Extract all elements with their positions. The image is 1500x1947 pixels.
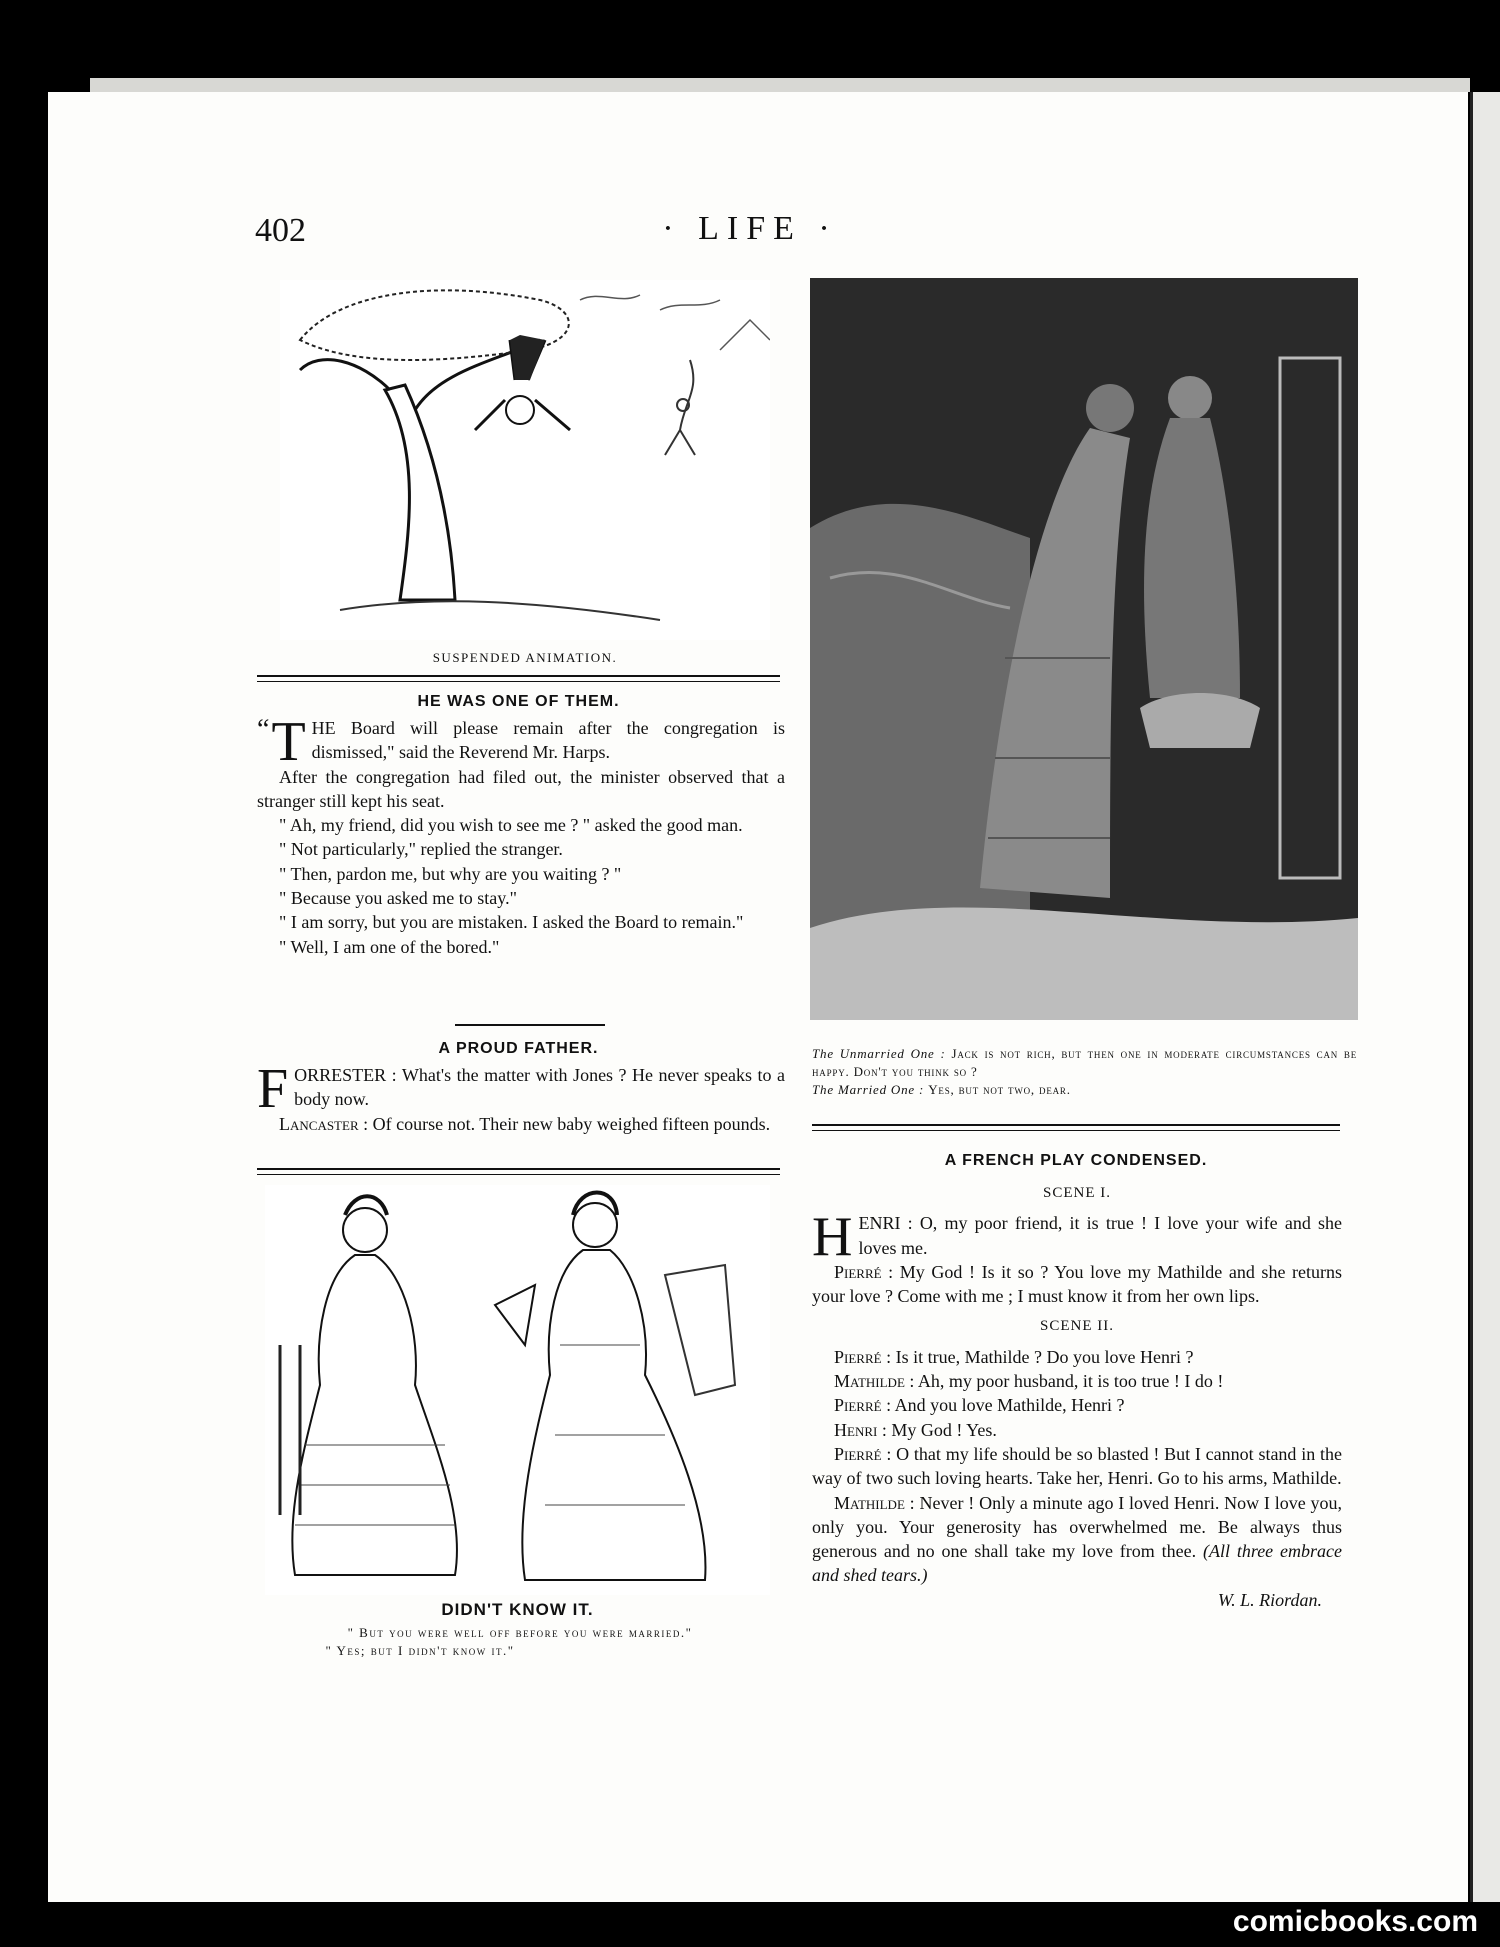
dialogue-line: My God ! Yes.	[891, 1419, 997, 1440]
didnt-know-it-illustration	[265, 1185, 770, 1595]
tree-cartoon-drawing	[280, 280, 770, 640]
page-number: 402	[255, 212, 306, 249]
unmarried-one-illustration	[810, 278, 1358, 1020]
story-1-paragraph: " Well, I am one of the bored."	[279, 936, 500, 957]
illustration-3-speaker-1: The Unmarried One :	[812, 1046, 946, 1061]
dialogue-line: Ah, my poor husband, it is too true ! I do !	[917, 1371, 1224, 1392]
henri-line: O, my poor friend, it is true ! I love your wife and she loves me.	[858, 1213, 1343, 1258]
story-1-paragraph: " I am sorry, but you are mistaken. I asked the Board to remain."	[279, 912, 744, 933]
section-divider	[257, 1168, 780, 1175]
stage-direction: (All three embrace and shed tears.)	[812, 1541, 1342, 1586]
story-3-dropcap: H	[812, 1206, 853, 1269]
dialogue-line: Never ! Only a minute ago I loved Henri. Now I love you, only you. Your generosity has overwhelmed me. Be always thus generous and no one shall take my love from thee.	[812, 1492, 1343, 1562]
author-signature: W. L. Riordan.	[1217, 1589, 1322, 1610]
illustration-2-title: DIDN'T KNOW IT.	[441, 1600, 594, 1619]
story-2-line-2: Of course not. Their new baby weighed fifteen pounds.	[372, 1113, 771, 1134]
two-women-drawing	[265, 1185, 770, 1595]
scene-2-heading: SCENE II.	[1040, 1318, 1114, 1335]
story-1-paragraph: " Then, pardon me, but why are you waiting ? "	[279, 863, 622, 884]
page-right-edge	[1470, 92, 1500, 1902]
story-2-speaker-2: Lancaster :	[279, 1113, 369, 1134]
illustration-3-speaker-2: The Married One :	[812, 1082, 925, 1097]
two-women-mirror-drawing	[810, 278, 1358, 1020]
scene-1-heading: SCENE I.	[1043, 1185, 1111, 1201]
story-2-body	[257, 1058, 785, 1136]
story-1-paragraph: " Because you asked me to stay."	[279, 888, 517, 909]
story-3-title: A FRENCH PLAY CONDENSED.	[944, 1152, 1208, 1169]
watermark: comicbooks.com	[1232, 1905, 1478, 1938]
dialogue-speaker: Pierré :	[834, 1346, 892, 1367]
dialogue-line: O that my life should be so blasted ! But I cannot stand in the way of two such loving hearts. Take her, Henri. Go to his arms, Mathilde.	[812, 1443, 1342, 1489]
pierre-speaker: Pierré :	[834, 1261, 894, 1282]
illustration-3-line-2: Yes, but not two, dear.	[928, 1082, 1071, 1097]
story-1-title: HE WAS ONE OF THEM.	[417, 693, 620, 710]
dialogue-speaker: Henri :	[834, 1419, 887, 1440]
story-2-dropcap: F	[257, 1058, 289, 1120]
story-1-paragraph: " Not particularly," replied the stranger.	[279, 839, 563, 860]
section-divider	[812, 1124, 1340, 1131]
dialogue-speaker: Mathilde :	[834, 1492, 915, 1513]
pierre-line: My God ! Is it so ? You love my Mathilde and she returns your love ? Come with me ; I must know it from her own lips.	[812, 1261, 1343, 1307]
dialogue-speaker: Pierré :	[834, 1395, 892, 1416]
suspended-animation-illustration	[280, 280, 770, 640]
dialogue-line: Is it true, Mathilde ? Do you love Henri ?	[895, 1346, 1194, 1367]
dialogue-speaker: Pierré :	[834, 1443, 892, 1464]
henri-speaker: ENRI :	[858, 1213, 913, 1234]
story-3-body	[812, 1175, 1342, 1612]
story-1-lead: HE Board will please remain after the congregation is dismissed," said the Reverend Mr. Harps.	[311, 718, 785, 763]
section-divider	[257, 675, 780, 682]
story-2-line-1: What's the matter with Jones ? He never speaks to a body now.	[294, 1065, 785, 1110]
masthead: · LIFE ·	[662, 210, 838, 247]
short-divider	[455, 1024, 605, 1026]
illustration-3-line-1: Jack is not rich, but then one in moderate circumstances can be happy. Don't you think so ?	[812, 1046, 1357, 1079]
story-1-paragraph: " Ah, my friend, did you wish to see me ? " asked the good man.	[279, 815, 743, 836]
page-top-edge	[90, 78, 1470, 92]
dialogue-line: And you love Mathilde, Henri ?	[894, 1395, 1125, 1416]
dialogue-speaker: Mathilde :	[834, 1371, 915, 1392]
illustration-2-line-2: " Yes; but I didn't know it."	[325, 1643, 515, 1658]
story-1-paragraph: After the congregation had filed out, the minister observed that a stranger still kept his seat.	[257, 766, 785, 811]
story-2-speaker-1: ORRESTER :	[294, 1065, 397, 1085]
story-2-title: A PROUD FATHER.	[438, 1040, 599, 1057]
story-1-dropcap: T	[271, 711, 306, 773]
illustration-2-line-1: " But you were well off before you were married."	[347, 1625, 693, 1640]
illustration-1-caption: SUSPENDED ANIMATION.	[432, 650, 618, 665]
story-1-body: “ T HE Board will please remain after the congregation is dismissed," said the Reverend Mr. Harps. After the congregation had filed out, the minister observed that a stranger still kept his seat. " Ah, my friend, did you wish to see me ? " asked the good man. " Not particularly," replied the stranger. " Then, pardon me, but why are you waiting ? " " Because you asked me to stay." " I am sorry, but you are mistaken. I asked the Board to remain." " Well, I am one of the bored."	[257, 716, 785, 959]
illustration-3-caption	[812, 1045, 1357, 1099]
